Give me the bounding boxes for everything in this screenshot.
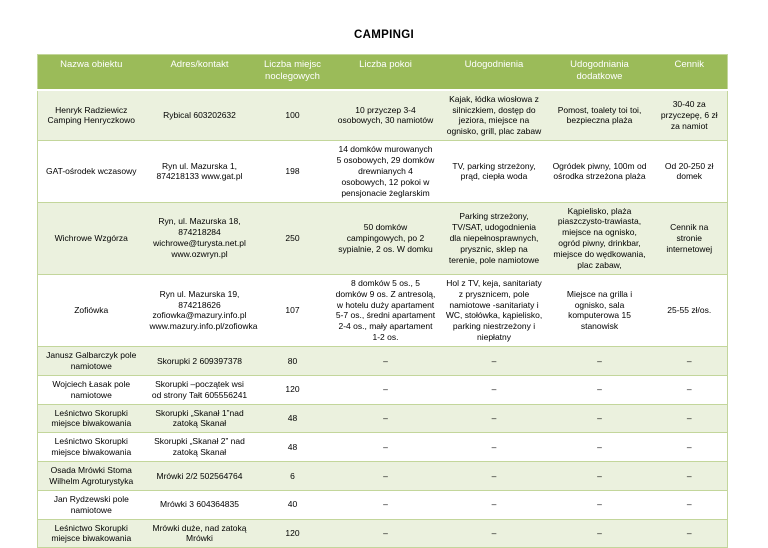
column-header-contact: Adres/kontakt	[145, 55, 255, 90]
cell-beds: 107	[255, 274, 331, 346]
cell-beds: 250	[255, 202, 331, 274]
cell-extras: Kąpielisko, plaża piaszczysto-trawiasta, miejsce na ognisko, ogród piwny, drinkbar, miejsce do wędkowania, plac zabaw,	[548, 202, 652, 274]
cell-rooms: –	[331, 462, 441, 491]
cell-contact: Rybical 603202632	[145, 90, 255, 141]
cell-rooms: –	[331, 404, 441, 433]
cell-contact: Ryn ul. Mazurska 19, 874218626 zofiowka@mazury.info.pl www.mazury.info.pl/zofiowka	[145, 274, 255, 346]
cell-extras: –	[548, 347, 652, 376]
cell-extras: –	[548, 462, 652, 491]
cell-beds: 6	[255, 462, 331, 491]
cell-rooms: 10 przyczep 3-4 osobowych, 30 namiotów	[331, 90, 441, 141]
cell-extras: Ogródek piwny, 100m od ośrodka strzeżona plaża	[548, 141, 652, 202]
cell-amenities: –	[441, 462, 548, 491]
table-row	[38, 490, 728, 519]
campings-table	[37, 54, 728, 548]
column-header-rooms: Liczba pokoi	[331, 55, 441, 90]
column-header-name: Nazwa obiektu	[38, 55, 145, 90]
cell-beds: 40	[255, 490, 331, 519]
cell-rooms: –	[331, 519, 441, 548]
cell-rooms: –	[331, 433, 441, 462]
cell-contact: Ryn ul. Mazurska 1, 874218133 www.gat.pl	[145, 141, 255, 202]
cell-amenities: –	[441, 347, 548, 376]
column-header-extras: Udogodniania dodatkowe	[548, 55, 652, 90]
cell-name: Leśnictwo Skorupki miejsce biwakowania	[38, 404, 145, 433]
cell-name: Leśnictwo Skorupki miejsce biwakowania	[38, 433, 145, 462]
cell-price: Cennik na stronie internetowej	[652, 202, 728, 274]
cell-name: Jan Rydzewski pole namiotowe	[38, 490, 145, 519]
cell-price: –	[652, 404, 728, 433]
table-row	[38, 347, 728, 376]
cell-price: –	[652, 347, 728, 376]
cell-amenities: –	[441, 375, 548, 404]
cell-extras: –	[548, 375, 652, 404]
cell-rooms: –	[331, 490, 441, 519]
cell-amenities: –	[441, 433, 548, 462]
table-row	[38, 141, 728, 202]
cell-price: Od 20-250 zł domek	[652, 141, 728, 202]
cell-name: Janusz Galbarczyk pole namiotowe	[38, 347, 145, 376]
cell-beds: 48	[255, 404, 331, 433]
cell-amenities: –	[441, 404, 548, 433]
cell-price: –	[652, 462, 728, 491]
cell-contact: Skorupki „Skanał 1”nad zatoką Skanał	[145, 404, 255, 433]
cell-extras: –	[548, 519, 652, 548]
cell-beds: 80	[255, 347, 331, 376]
cell-rooms: –	[331, 347, 441, 376]
cell-price: –	[652, 375, 728, 404]
cell-extras: –	[548, 490, 652, 519]
table-row	[38, 274, 728, 346]
cell-contact: Mrówki duże, nad zatoką Mrówki	[145, 519, 255, 548]
cell-amenities: Parking strzeżony, TV/SAT, udogodnienia dla niepełnosprawnych, prysznic, sklep na terenie, pole namiotowe	[441, 202, 548, 274]
table-row	[38, 375, 728, 404]
cell-beds: 100	[255, 90, 331, 141]
cell-beds: 120	[255, 519, 331, 548]
cell-contact: Ryn, ul. Mazurska 18, 874218284 wichrowe@turysta.net.pl www.ozwryn.pl	[145, 202, 255, 274]
cell-price: –	[652, 519, 728, 548]
cell-name: Osada Mrówki Stoma Wilhelm Agroturystyka	[38, 462, 145, 491]
table-row	[38, 90, 728, 141]
cell-price: 30-40 za przyczepę, 6 zł za namiot	[652, 90, 728, 141]
cell-extras: Pomost, toalety toi toi, bezpieczna plaża	[548, 90, 652, 141]
cell-contact: Mrówki 2/2 502564764	[145, 462, 255, 491]
cell-rooms: 8 domków 5 os., 5 domków 9 os. Z antresolą, w hotelu duży apartament 5-7 os., średni apartament 2-4 os., mały apartament 1-2 os.	[331, 274, 441, 346]
table-body	[38, 90, 728, 548]
cell-rooms: –	[331, 375, 441, 404]
cell-amenities: Hol z TV, keja, sanitariaty z prysznicem, pole namiotowe -sanitariaty i WC, stołówka, kąpielisko, parking niestrzeżony i niepłatny	[441, 274, 548, 346]
cell-rooms: 50 domków campingowych, po 2 sypialnie, 2 os. W domku	[331, 202, 441, 274]
header-row	[38, 55, 728, 90]
cell-name: Wojciech Łasak pole namiotowe	[38, 375, 145, 404]
cell-beds: 120	[255, 375, 331, 404]
cell-extras: Miejsce na grilla i ognisko, sala komputerowa 15 stanowisk	[548, 274, 652, 346]
table-header	[38, 55, 728, 90]
table-row	[38, 433, 728, 462]
column-header-price: Cennik	[652, 55, 728, 90]
cell-rooms: 14 domków murowanych 5 osobowych, 29 domków drewnianych 4 osobowych, 12 pokoi w pensjonacie żeglarskim	[331, 141, 441, 202]
cell-amenities: –	[441, 519, 548, 548]
cell-name: Leśnictwo Skorupki miejsce biwakowania	[38, 519, 145, 548]
cell-beds: 48	[255, 433, 331, 462]
cell-contact: Skorupki –początek wsi od strony Tałt 605556241	[145, 375, 255, 404]
cell-contact: Skorupki 2 609397378	[145, 347, 255, 376]
cell-price: –	[652, 490, 728, 519]
table-row	[38, 404, 728, 433]
cell-amenities: TV, parking strzeżony, prąd, ciepła woda	[441, 141, 548, 202]
cell-beds: 198	[255, 141, 331, 202]
cell-extras: –	[548, 404, 652, 433]
cell-amenities: Kajak, łódka wiosłowa z silniczkiem, dostęp do jeziora, miejsce na ognisko, grill, plac zabaw	[441, 90, 548, 141]
table-row	[38, 519, 728, 548]
cell-amenities: –	[441, 490, 548, 519]
cell-price: –	[652, 433, 728, 462]
table-row	[38, 462, 728, 491]
cell-name: Henryk Radziewicz Camping Henryczkowo	[38, 90, 145, 141]
cell-name: Zofiówka	[38, 274, 145, 346]
cell-name: Wichrowe Wzgórza	[38, 202, 145, 274]
column-header-amenities: Udogodnienia	[441, 55, 548, 90]
table-row	[38, 202, 728, 274]
cell-name: GAT-ośrodek wczasowy	[38, 141, 145, 202]
cell-contact: Skorupki „Skanał 2” nad zatoką Skanał	[145, 433, 255, 462]
page-title: CAMPINGI	[354, 29, 414, 41]
cell-contact: Mrówki 3 604364835	[145, 490, 255, 519]
cell-price: 25-55 zł/os.	[652, 274, 728, 346]
cell-extras: –	[548, 433, 652, 462]
column-header-beds: Liczba miejsc noclegowych	[255, 55, 331, 90]
